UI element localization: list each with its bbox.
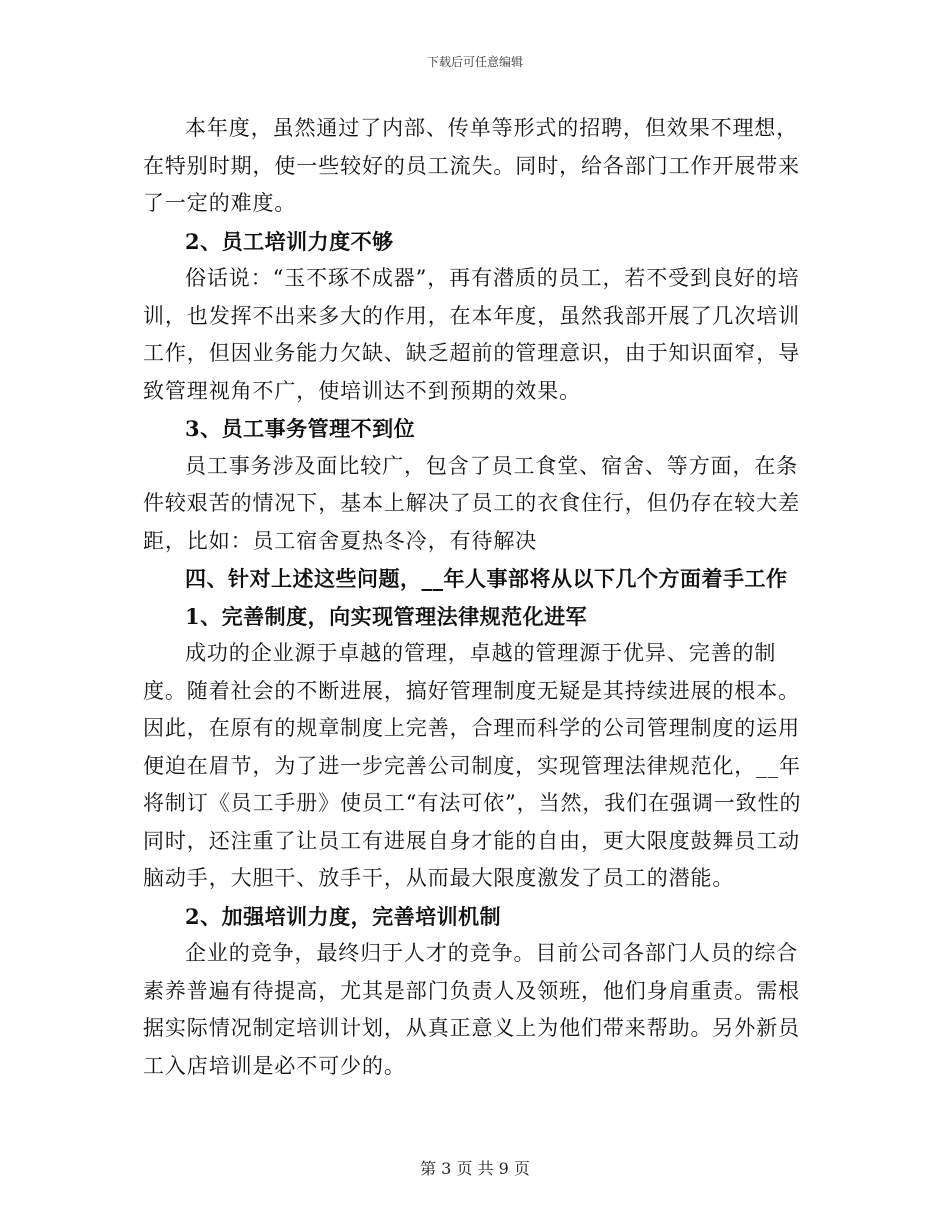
- heading-strengthen-training: 2、加强培训力度，完善培训机制: [185, 903, 502, 929]
- heading-improve-system: 1、完善制度，向实现管理法律规范化进军: [185, 603, 588, 629]
- paragraph-training: 俗话说：“玉不琢不成器”，再有潜质的员工，若不受到良好的培训，也发挥不出来多大的作用，在本年度，虽然我部开展了几次培训工作，但因业务能力欠缺、缺乏超前的管理意识，由于知识面窄，导致管理视角不广，使培训达不到预期的效果。: [143, 266, 800, 403]
- page-number: 第 3 页 共 9 页: [420, 1159, 530, 1178]
- heading-affairs-management: 3、员工事务管理不到位: [185, 416, 416, 441]
- paragraph-recruitment: 本年度，虽然通过了内部、传单等形式的招聘，但效果不理想，在特别时期，使一些较好的员工流失。同时，给各部门工作开展带来了一定的难度。: [143, 116, 800, 215]
- paragraph-competition: 企业的竞争，最终归于人才的竞争。目前公司各部门人员的综合素养普遍有待提高，尤其是部门负责人及领班，他们身肩重责。需根据实际情况制定培训计划，从真正意义上为他们带来帮助。另外新员工入店培训是必不可少的。: [143, 941, 800, 1078]
- page-header-note: 下载后可任意编辑: [426, 55, 523, 69]
- paragraph-affairs: 员工事务涉及面比较广，包含了员工食堂、宿舍、等方面，在条件较艰苦的情况下，基本上解决了员工的衣食住行，但仍存在较大差距，比如：员工宿舍夏热冬冷，有待解决: [143, 453, 800, 553]
- heading-training-insufficient: 2、员工培训力度不够: [185, 228, 394, 254]
- paragraph-system: 成功的企业源于卓越的管理，卓越的管理源于优异、完善的制度。随着社会的不断进展，搞好管理制度无疑是其持续进展的根本。因此，在原有的规章制度上完善，合理而科学的公司管理制度的运用便迫在眉节，为了进一步完善公司制度，实现管理法律规范化，__年将制订《员工手册》使员工“有法可依”，当然，我们在强调一致性的同时，还注重了让员工有进展自身才能的自由，更大限度鼓舞员工动脑动手，大胆干、放手干，从而最大限度激发了员工的潜能。: [143, 641, 802, 890]
- heading-section-four: 四、针对上述这些问题，__年人事部将从以下几个方面着手工作: [185, 566, 788, 591]
- document-body: [143, 110, 807, 1085]
